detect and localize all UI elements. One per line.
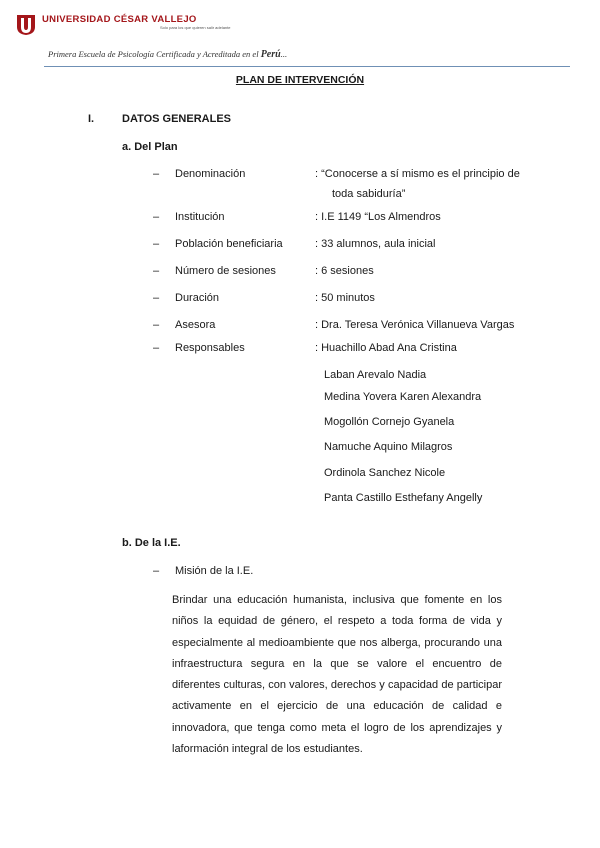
list-bullet: – [153,238,160,250]
field-value-continuation: toda sabiduría” [332,188,406,200]
list-bullet: – [153,265,160,277]
responsable-name: Medina Yovera Karen Alexandra [324,391,482,403]
responsable-name: Laban Arevalo Nadia [324,369,427,381]
mision-label: Misión de la I.E. [175,565,254,577]
header-divider [44,66,570,67]
subsection-a-title: a. Del Plan [122,141,178,153]
field-label: Población beneficiaria [175,238,283,250]
section-title: DATOS GENERALES [122,113,231,125]
list-bullet: – [153,168,160,180]
field-value: : 6 sesiones [315,265,374,277]
field-value: : I.E 1149 “Los Almendros [315,211,441,223]
field-value: : 50 minutos [315,292,375,304]
list-bullet: – [153,292,160,304]
list-bullet: – [153,342,160,354]
school-tagline-country: Perú [260,49,281,60]
list-bullet: – [153,565,160,577]
university-logo-icon [16,14,36,36]
responsable-name: Mogollón Cornejo Gyanela [324,416,455,428]
list-bullet: – [153,211,160,223]
university-tagline: Solo para los que quieren salir adelante [160,25,231,30]
field-label: Responsables [175,342,245,354]
field-value: : 33 alumnos, aula inicial [315,238,436,250]
field-value: : Huachillo Abad Ana Cristina [315,342,457,354]
field-label: Denominación [175,168,246,180]
responsable-name: Panta Castillo Esthefany Angelly [324,492,483,504]
subsection-b-title: b. De la I.E. [122,537,181,549]
school-tagline-suffix: ... [280,49,288,59]
field-value: : Dra. Teresa Verónica Villanueva Vargas [315,319,515,331]
school-tagline [48,49,287,60]
university-name: UNIVERSIDAD CÉSAR VALLEJO [42,14,197,25]
mision-paragraph: Brindar una educación humanista, inclusiva que fomente en los niños la equidad de género, el respeto a toda forma de vida y especialmente al medioambiente que nos alberga, procurando una infraestructura segura en la que se valore el encuentro de diferentes culturas, con valores, derechos y capacidad de participar activamente en el ejercicio de una educación de calidad e innovadora, que tenga como meta el logro de los aprendizajes y laformación integral de los estudiantes. [172,594,502,756]
list-bullet: – [153,319,160,331]
document-title: PLAN DE INTERVENCIÓN [235,74,365,86]
school-tagline-prefix: Primera Escuela de Psicología Certificada y Acreditada en el [48,49,259,59]
field-label: Número de sesiones [175,265,276,277]
section-number: I. [88,113,95,125]
responsable-name: Ordinola Sanchez Nicole [324,467,446,479]
field-label: Asesora [175,319,216,331]
field-label: Institución [175,211,225,223]
responsable-name: Namuche Aquino Milagros [324,441,453,453]
field-value: : “Conocerse a sí mismo es el principio de [315,168,520,180]
field-label: Duración [175,292,220,304]
